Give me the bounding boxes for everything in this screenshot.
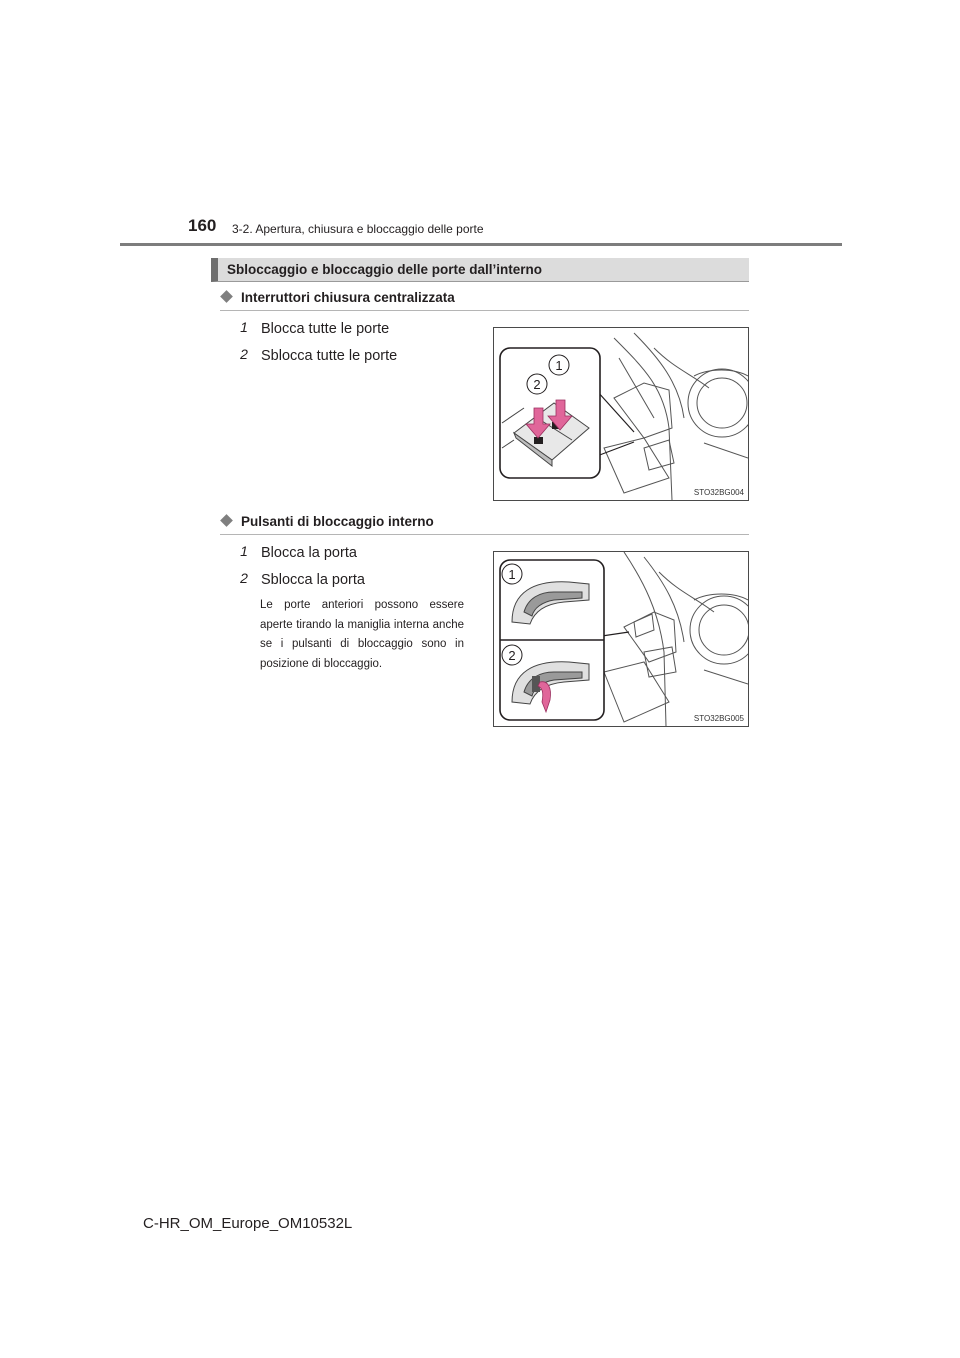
figure-central-lock-switch	[493, 327, 749, 501]
step-lock-all-doors: Blocca tutte le porte	[261, 321, 390, 337]
step-number-2-icon	[237, 347, 251, 361]
step-lock-door: Blocca la porta	[261, 545, 357, 561]
step-number-1-icon	[237, 320, 251, 334]
subsection-title-central-lock: Interruttori chiusura centralizzata	[220, 290, 455, 305]
footer-doc-id: C-HR_OM_Europe_OM10532L	[143, 1215, 353, 1232]
page-number: 160	[188, 216, 217, 235]
section-title: Sbloccaggio e bloccaggio delle porte dall’interno	[227, 262, 543, 277]
svg-text:2: 2	[533, 377, 541, 392]
diamond-bullet-icon	[220, 514, 233, 527]
central-lock-illustration	[494, 328, 748, 500]
step-number-1-icon	[237, 544, 251, 558]
step-unlock-all-doors: Sblocca tutte le porte	[261, 348, 398, 364]
svg-text:1: 1	[240, 544, 248, 558]
svg-text:2: 2	[240, 347, 248, 361]
svg-text:1: 1	[555, 358, 563, 373]
step-unlock-door: Sblocca la porta	[261, 572, 365, 588]
note-paragraph: Le porte anteriori possono essere aperte tirando la maniglia interna anche se i pulsanti di bloccaggio sono in posizione di bloccaggio.	[260, 599, 464, 670]
figure-code: STO32BG005	[693, 714, 744, 723]
svg-text:1: 1	[508, 567, 516, 582]
chapter-title: 3-2. Apertura, chiusura e bloccaggio delle porte	[232, 222, 484, 236]
section-heading	[211, 258, 749, 282]
subsection-rule	[220, 534, 749, 535]
svg-text:1: 1	[240, 320, 248, 334]
diamond-bullet-icon	[220, 290, 233, 303]
subsection-title-inside-lock-buttons: Pulsanti di bloccaggio interno	[220, 514, 434, 529]
header-rule	[120, 243, 842, 246]
step-number-2-icon	[237, 571, 251, 585]
svg-text:2: 2	[508, 648, 516, 663]
subsection-rule	[220, 310, 749, 311]
figure-code: STO32BG004	[693, 488, 744, 497]
svg-text:2: 2	[240, 571, 248, 585]
inside-lock-illustration	[494, 552, 748, 726]
figure-inside-lock-button	[493, 551, 749, 727]
